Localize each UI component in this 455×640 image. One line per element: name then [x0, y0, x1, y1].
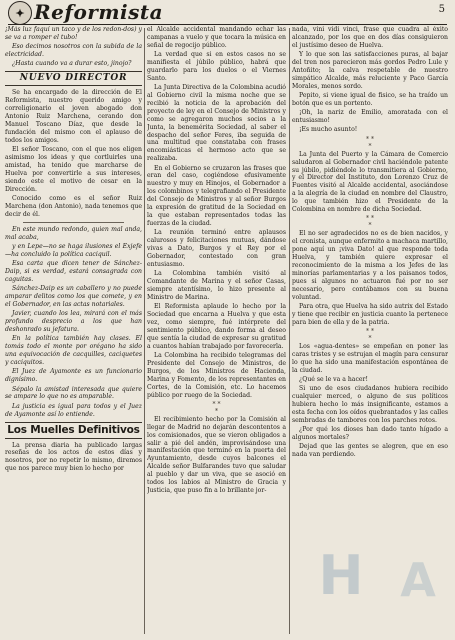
verse-paragraph: La justicia es igual para todos y el Juez de Ayamonte así lo entiende. — [5, 402, 142, 418]
article-paragraph: Los «agua-dentes» se empeñan en poner las caras tristes y se estrujan el magín para censurar lo que ha sido una manifestación espontánea de la ciudad. — [292, 343, 448, 374]
article-paragraph: La Junta del Puerto y la Cámara de Comercio saludaron al Gobernador civil haciéndole patente su júbilo, pidiéndole lo transmitiera al Gobierno, y el Director del Instituto, don Lorenzo Cruz de Fuentes visitó al Alcalde accidental, asociándose a la alegría de la ciudad en nombre del Claustro, lo que también hizo el Presidente de la Colombina en nombre de dicha Sociedad. — [292, 150, 448, 214]
masthead-title: Reformista — [34, 0, 164, 24]
article-paragraph: ¡Es mucho asunto! — [299, 126, 358, 134]
article-paragraph: nada, vini vidi vinci, frase que cuadra al éxito alcanzado, por los que en dos días consiguieron el justísimo deseo de Huelva. — [292, 26, 448, 49]
article-paragraph: Se ha encargado de la dirección de El Reformista, nuestro querido amigo y correligionario el joven abogado don Antonio Ruiz Marchena, cerando don Manuel Toscano Díaz, que desde la fundación del mismo con el aplauso de todos los amigos. — [5, 89, 142, 144]
library-stamp-watermark: H — [318, 544, 364, 607]
article-paragraph: La reunión terminó entre aplausos calurosos y felicitaciones mutuas, dándose vivas a Dato, Burgos y el Rey por el Gobernador, contestado con gran entusiasmo. — [147, 229, 286, 268]
verse-paragraph: En la política también hay clases. El tomás todo el monte por orégano ha sido una equivocación de cacquilles, caciquetes y caciquitos. — [5, 335, 142, 367]
article-paragraph: ¿Por qué los dioses han dado tanto hígado a algunos mortales? — [292, 426, 448, 442]
article-paragraph: El recibimiento hecho por la Comisión al llegar de Madrid no dejarán descontentos a los comisionados, que se vieron obligados a salir a pié del andén, improvisándose una manifestación que terminó en la puerta del Ayuntamiento, desde cuyos balcones el Alcalde señor Bulfarandes tuvo que saludar al pueblo y dar un viva, que se asoció en todos los labios al Ministro de Gracia y Justicia, que puso fin a lo brillante jor- — [147, 415, 286, 494]
article-paragraph: La verdad que si en estos casos no se manifiesta el júbilo público, habrá que guardarlo para los duelos o el Viernes Santo. — [147, 51, 286, 82]
article-paragraph: El no ser agradecidos no es de bien nacidos, y el cronista, aunque enfermito a machaca martillo, pone aquí un ¡viva Dato! al que responde toda Huelva, y también quiere expresar el reconocimiento de la misma a los Jefes de las minorías parlamentarias y a los paisanos todos, pues si algunos no actuaron fué por no ser necesario, pero contábamos con su buena voluntad. — [292, 230, 448, 301]
library-stamp-watermark: A — [400, 553, 436, 607]
verse-paragraph: Sépalo la amistad interesada que quiere se ampare lo que no es amparable. — [5, 385, 142, 401]
verse-paragraph: Javier, cuando los lea, mirará con el más profundo desprecio a los que han deshonrado su jefatura. — [5, 310, 142, 334]
stars-ornament: * * * — [212, 400, 221, 415]
article-paragraph: La prensa diaria ha publicado largas reseñas de los actos de estos días y nosotros, por no repetir lo mismo, diremos que nos parece muy bien lo hecho por — [5, 441, 142, 473]
separator-rule — [23, 222, 124, 223]
article-paragraph: Si uno de esos ciudadanos hubiera recibido cualquier merced, o alguno de sus políticos hubiera hecho lo más insignificante, estamos a esta fecha con los oídos quebrantados y las calles sembradas de tambores con los parches rotos. — [292, 385, 448, 424]
article-paragraph: el Alcalde accidental mandando echar las campanas a vuelo y que tocara la música en señal de regocijo público. — [147, 26, 286, 49]
column-2 — [147, 26, 286, 636]
stars-ornament: * * * — [366, 215, 374, 230]
article-paragraph: Conocido como es el señor Ruiz Marchena (don Antonio), nada tenemos que decir de él. — [5, 194, 142, 218]
article-paragraph: Dejad que las gentes se alegren, que en eso nada van perdiendo. — [292, 443, 448, 459]
article-paragraph: La Colombina también visitó al Comandante de Marina y el señor Casas, siempre atentísimo, lo hizo presente al Ministro de Marina. — [147, 270, 286, 301]
page-number: 5 — [438, 4, 445, 15]
article-paragraph: ¿Qué se le va a hacer! — [299, 376, 368, 384]
stars-ornament: * * * — [366, 135, 374, 150]
article-paragraph: La Colombina ha recibido telegramas del Presidente del Consejo de Ministros, de Burgos, de los Ministros de Hacienda, Marina y Fomento, de los representantes en Cortes, de la Comisión, etc. Lo hacemos público por ruego de la Sociedad. — [147, 351, 286, 399]
column-1 — [5, 26, 142, 636]
article-paragraph: Pepito, si viene igual de fisico, se ha traído un botón que es un portento. — [292, 92, 448, 107]
article-paragraph: La Junta Directiva de la Colombina acudió al Gobierno civil la misma noche que se recibió la noticia de la aprobación del proyecto de ley en el Consejo de Ministros y como se agregaron muchos socios a la Junta, la benemérita Sociedad, al saber el despacho del señor Feres, iba seguida de una multitud que constataba con frases encomiásticas el hermoso acto que se realizaba. — [147, 84, 286, 163]
stars-ornament: * * * — [366, 328, 374, 343]
verse-paragraph: Esa carta que dicen tener de Sánchez-Daip, si es verdad, estará consagrada con caguitas. — [5, 260, 142, 283]
emblem-icon: ✦ — [8, 1, 32, 25]
verse-paragraph: y en Lepe—no se haga ilusiones el Exjefe—ha concluido la política caciquil. — [5, 242, 142, 258]
column-divider — [144, 28, 145, 634]
section-title-muelles: Los Muelles Definitivos — [5, 422, 142, 439]
verse-paragraph: En este mundo redondo, quien mal anda, mal acaba, — [5, 225, 142, 241]
verse-paragraph: El Juez de Ayamonte es un funcionario dignísimo. — [5, 368, 142, 384]
masthead — [4, 0, 451, 26]
verse-paragraph: Sánchez-Daip es un caballero y no puede amparar delitos como los que comete, y en el Gobernador, en las actas notariales. — [5, 285, 142, 308]
intro-paragraph: ¡Más luz faquí un taco y de los redon-dos) y se va a romper el tubo! — [5, 26, 142, 41]
article-paragraph: Y lo que son las satisfacciones puras, al bajar del tren nos parecieron más gordos Pedro Lule y Antoñito; la calva respetable de nuestro simpático Alcalde, más reluciente y Paco García Morales, menos sordo. — [292, 51, 448, 90]
article-paragraph: ¡Oh, la nariz de Emilio, amoratada con el entusiasmo! — [292, 109, 448, 125]
article-paragraph: El señor Toscano, con el que nos eligen asimismo los ideas y que cortluirles una amistad, ha tenido que marcharse de Huelva por convertirle a sus intereses, siendo este el motivo de cesar en la Dirección. — [5, 146, 142, 193]
article-paragraph: Para otra, que Huelva ha sido autrix del Estado y tiene que recibir en justicia cuanto la pertenece para bien de ella y de la patria. — [292, 302, 448, 326]
article-paragraph: En el Gobierno se cruzaron las frases que eran del caso, cogiéndose efusivamente nuestro y muy en Hinojos, el Gobernador a los colombinos y telegrafiando el Presidente del Consejo de Ministros y al señor Burgos la expresión de gratitud de la Sociedad en la que estaban representados todas las fuerzas de la ciudad. — [147, 164, 286, 227]
intro-paragraph: Eso decimos nosotros con la subida de la electricidad. — [5, 43, 142, 59]
masthead-rule — [8, 24, 447, 25]
article-paragraph: El Reformista aplaude lo hecho por la Sociedad que encarna a Huelva y que esta vez, como siempre, fué intérprete del sentimiento público, dando forma al deseo que sentía la ciudad de expresar su gratitud a cuantos habían trabajado por favorecerla. — [147, 303, 286, 350]
section-title-nuevo-director: NUEVO DIRECTOR — [5, 71, 142, 86]
column-divider — [289, 28, 290, 634]
intro-paragraph: ¿Hasta cuando va a durar esto, jinojo? — [12, 60, 132, 68]
